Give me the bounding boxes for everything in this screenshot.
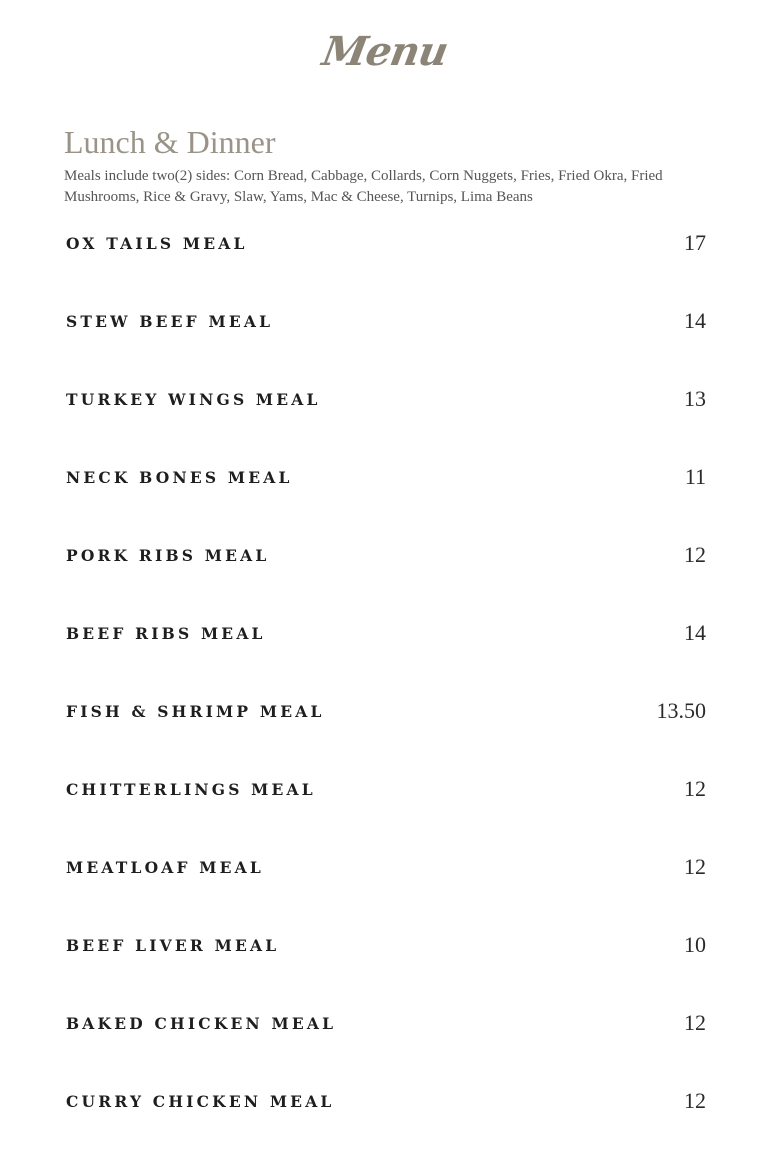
item-name: CHITTERLINGS MEAL	[66, 780, 316, 799]
menu-item-fish-shrimp	[66, 696, 706, 774]
menu-item-beef-ribs	[66, 618, 706, 696]
menu-item-stew-beef	[66, 306, 706, 384]
item-price: 12	[684, 1088, 706, 1113]
item-price: 14	[684, 620, 706, 645]
menu-item-meatloaf	[66, 852, 706, 930]
menu-item-chitterlings	[66, 774, 706, 852]
item-name: OX TAILS MEAL	[66, 234, 248, 253]
item-price: 13.50	[656, 698, 706, 723]
item-price: 13	[684, 386, 706, 411]
item-price: 12	[684, 854, 706, 879]
menu-list	[66, 228, 706, 1164]
item-name: MEATLOAF MEAL	[66, 858, 265, 877]
menu-item-pork-ribs	[66, 540, 706, 618]
item-price: 12	[684, 776, 706, 801]
item-price: 11	[684, 464, 706, 489]
item-name: PORK RIBS MEAL	[66, 546, 270, 565]
item-name: CURRY CHICKEN MEAL	[66, 1092, 335, 1111]
item-price: 14	[684, 308, 706, 333]
item-name: BAKED CHICKEN MEAL	[66, 1014, 337, 1033]
page-title: Menu	[318, 28, 452, 75]
menu-item-turkey-wings	[66, 384, 706, 462]
item-price: 12	[684, 1010, 706, 1035]
item-price: 17	[684, 230, 706, 255]
item-name: FISH & SHRIMP MEAL	[66, 702, 325, 721]
menu-item-neck-bones	[66, 462, 706, 540]
item-name: STEW BEEF MEAL	[66, 312, 274, 331]
menu-item-baked-chicken	[66, 1008, 706, 1086]
sides-note: Meals include two(2) sides: Corn Bread, Cabbage, Collards, Corn Nuggets, Fries, Fried Okra, Fried Mushrooms, Rice & Gravy, Slaw, Yams, Mac & Cheese, Turnips, Lima Beans	[64, 168, 663, 205]
item-name: BEEF LIVER MEAL	[66, 936, 280, 955]
item-price: 12	[684, 542, 706, 567]
menu-item-beef-liver	[66, 930, 706, 1008]
item-price: 10	[684, 932, 706, 957]
item-name: TURKEY WINGS MEAL	[66, 390, 321, 409]
menu-item-curry-chicken	[66, 1086, 706, 1164]
item-name: BEEF RIBS MEAL	[66, 624, 266, 643]
menu-item-ox-tails	[66, 228, 706, 306]
item-name: NECK BONES MEAL	[66, 468, 293, 487]
section-title: Lunch & Dinner	[64, 124, 276, 160]
